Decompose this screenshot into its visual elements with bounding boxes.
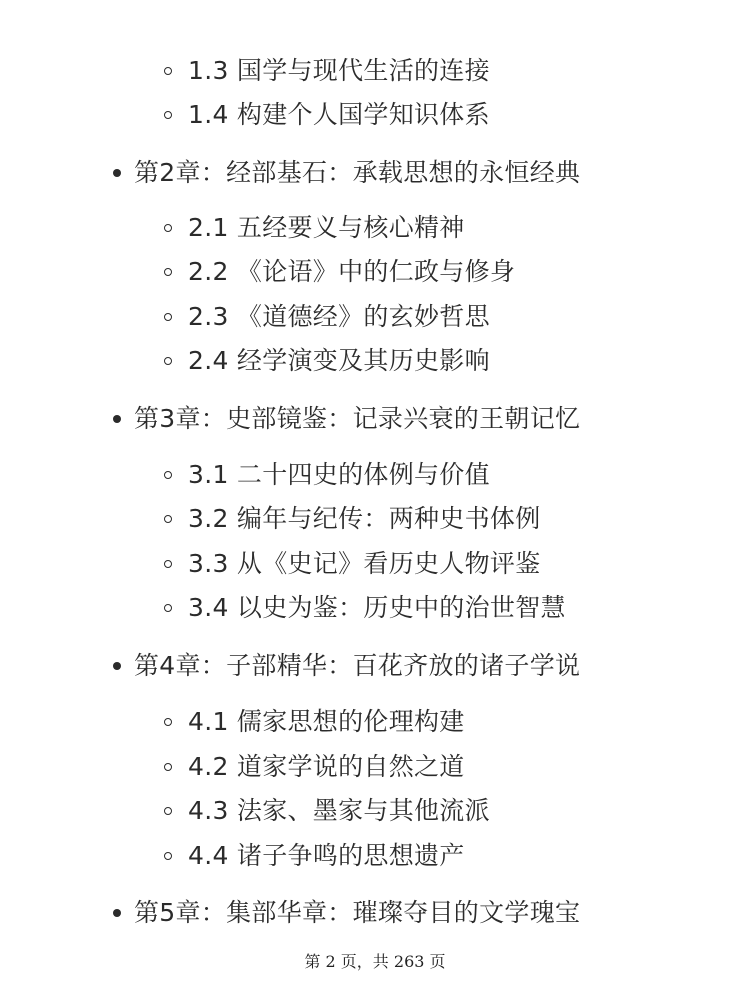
circle-bullet-icon [164, 718, 172, 726]
circle-bullet-icon [164, 560, 172, 568]
toc-section-item[interactable]: 4.2 道家学说的自然之道 [188, 752, 465, 781]
circle-bullet-icon [164, 807, 172, 815]
toc-section-item[interactable]: 1.3 国学与现代生活的连接 [188, 56, 490, 85]
toc-section-item[interactable]: 1.4 构建个人国学知识体系 [188, 100, 490, 129]
disc-bullet-icon [113, 169, 121, 177]
toc-chapter-title[interactable]: 第5章：集部华章：璀璨夺目的文学瑰宝 [134, 898, 581, 927]
circle-bullet-icon [164, 268, 172, 276]
circle-bullet-icon [164, 67, 172, 75]
circle-bullet-icon [164, 111, 172, 119]
circle-bullet-icon [164, 471, 172, 479]
toc-section-item[interactable]: 3.2 编年与纪传：两种史书体例 [188, 504, 541, 533]
disc-bullet-icon [113, 662, 121, 670]
disc-bullet-icon [113, 415, 121, 423]
toc-chapter-title[interactable]: 第3章：史部镜鉴：记录兴衰的王朝记忆 [134, 404, 581, 433]
circle-bullet-icon [164, 313, 172, 321]
disc-bullet-icon [113, 909, 121, 917]
toc-section-item[interactable]: 4.3 法家、墨家与其他流派 [188, 796, 490, 825]
toc-chapter-title[interactable]: 第4章：子部精华：百花齐放的诸子学说 [134, 651, 581, 680]
circle-bullet-icon [164, 763, 172, 771]
toc-section-item[interactable]: 3.4 以史为鉴：历史中的治世智慧 [188, 593, 566, 622]
circle-bullet-icon [164, 604, 172, 612]
toc-chapter-title[interactable]: 第2章：经部基石：承载思想的永恒经典 [134, 158, 581, 187]
page-number-footer: 第 2 页，共 263 页 [304, 952, 446, 971]
toc-section-item[interactable]: 3.1 二十四史的体例与价值 [188, 460, 490, 489]
toc-section-item[interactable]: 2.3 《道德经》的玄妙哲思 [188, 302, 490, 331]
circle-bullet-icon [164, 515, 172, 523]
toc-section-item[interactable]: 2.2 《论语》中的仁政与修身 [188, 257, 516, 286]
circle-bullet-icon [164, 224, 172, 232]
toc-section-item[interactable]: 4.1 儒家思想的伦理构建 [188, 707, 465, 736]
toc-section-item[interactable]: 2.4 经学演变及其历史影响 [188, 346, 490, 375]
circle-bullet-icon [164, 357, 172, 365]
circle-bullet-icon [164, 852, 172, 860]
toc-section-item[interactable]: 4.4 诸子争鸣的思想遗产 [188, 841, 465, 870]
toc-section-item[interactable]: 2.1 五经要义与核心精神 [188, 213, 465, 242]
toc-section-item[interactable]: 3.3 从《史记》看历史人物评鉴 [188, 549, 541, 578]
